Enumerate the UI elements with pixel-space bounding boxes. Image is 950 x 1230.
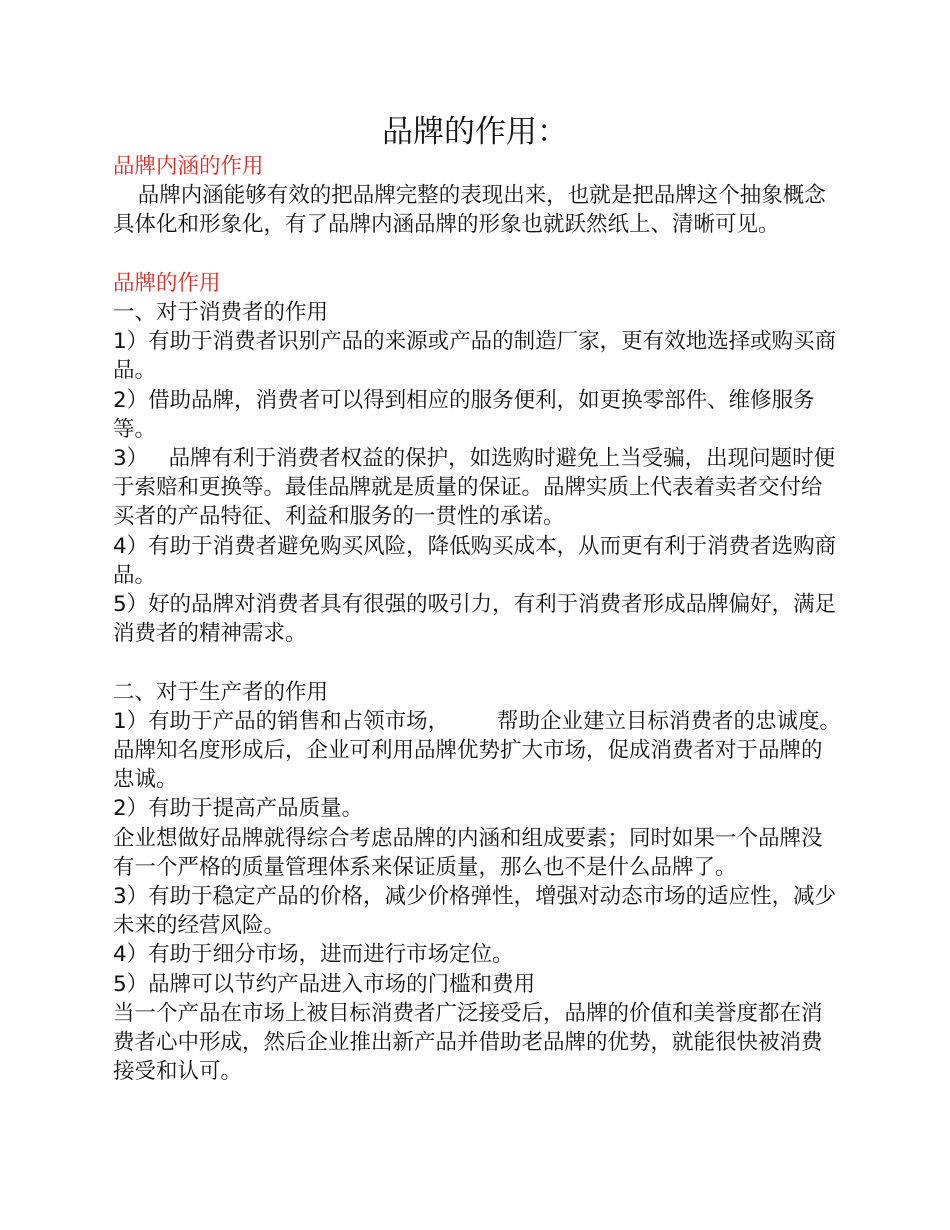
producer-line-2: 品牌知名度形成后，企业可利用品牌优势扩大市场，促成消费者对于品牌的忠诚。 [113,738,823,793]
subheading-producers: 二、对于生产者的作用 [113,679,329,705]
document-title: 品牌的作用： [382,114,568,150]
document-body [113,152,843,1086]
producer-line-7: 5）品牌可以节约产品进入市场的门槛和费用 [113,971,536,997]
consumer-item-1: 1）有助于消费者识别产品的来源或产品的制造厂家，更有效地选择或购买商品。 [113,329,837,384]
brand-connotation-paragraph: 品牌内涵能够有效的把品牌完整的表现出来，也就是把品牌这个抽象概念具体化和形象化，有了品牌内涵品牌的形象也就跃然纸上、清晰可见。 [113,183,826,238]
consumer-item-4: 4）有助于消费者避免购买风险，降低购买成本，从而更有利于消费者选购商品。 [113,533,837,588]
producer-line-8: 当一个产品在市场上被目标消费者广泛接受后，品牌的价值和美誉度都在消费者心中形成，然后企业推出新产品并借助老品牌的优势，就能很快被消费接受和认可。 [113,1000,823,1085]
producer-line-4: 企业想做好品牌就得综合考虑品牌的内涵和组成要素；同时如果一个品牌没有一个严格的质量管理体系来保证质量，那么也不是什么品牌了。 [113,825,823,880]
subheading-consumers: 一、对于消费者的作用 [113,300,329,325]
producer-line-5: 3）有助于稳定产品的价格，减少价格弹性，增强对动态市场的适应性，减少未来的经营风险。 [113,884,837,939]
producer-line-6: 4）有助于细分市场，进而进行市场定位。 [113,942,514,968]
section-heading-brand-role: 品牌的作用 [113,270,221,296]
producer-line-3: 2）有助于提高产品质量。 [113,796,364,822]
paragraph-spacer [113,648,843,677]
consumer-item-5: 5）好的品牌对消费者具有很强的吸引力，有利于消费者形成品牌偏好，满足消费者的精神需求。 [113,592,837,647]
consumer-item-2: 2）借助品牌，消费者可以得到相应的服务便利，如更换零部件、维修服务等。 [113,387,815,442]
producer-line-1: 1）有助于产品的销售和占领市场， 帮助企业建立目标消费者的忠诚度。 [113,708,842,734]
section-heading-brand-connotation: 品牌内涵的作用 [113,154,264,179]
consumer-item-3: 3） 品牌有利于消费者权益的保护，如选购时避免上当受骗，出现问题时便于索赔和更换等。最佳品牌就是质量的保证。品牌实质上代表着卖者交付给买者的产品特征、利益和服务的一贯性的承诺。 [113,446,836,530]
paragraph-spacer [113,240,843,269]
